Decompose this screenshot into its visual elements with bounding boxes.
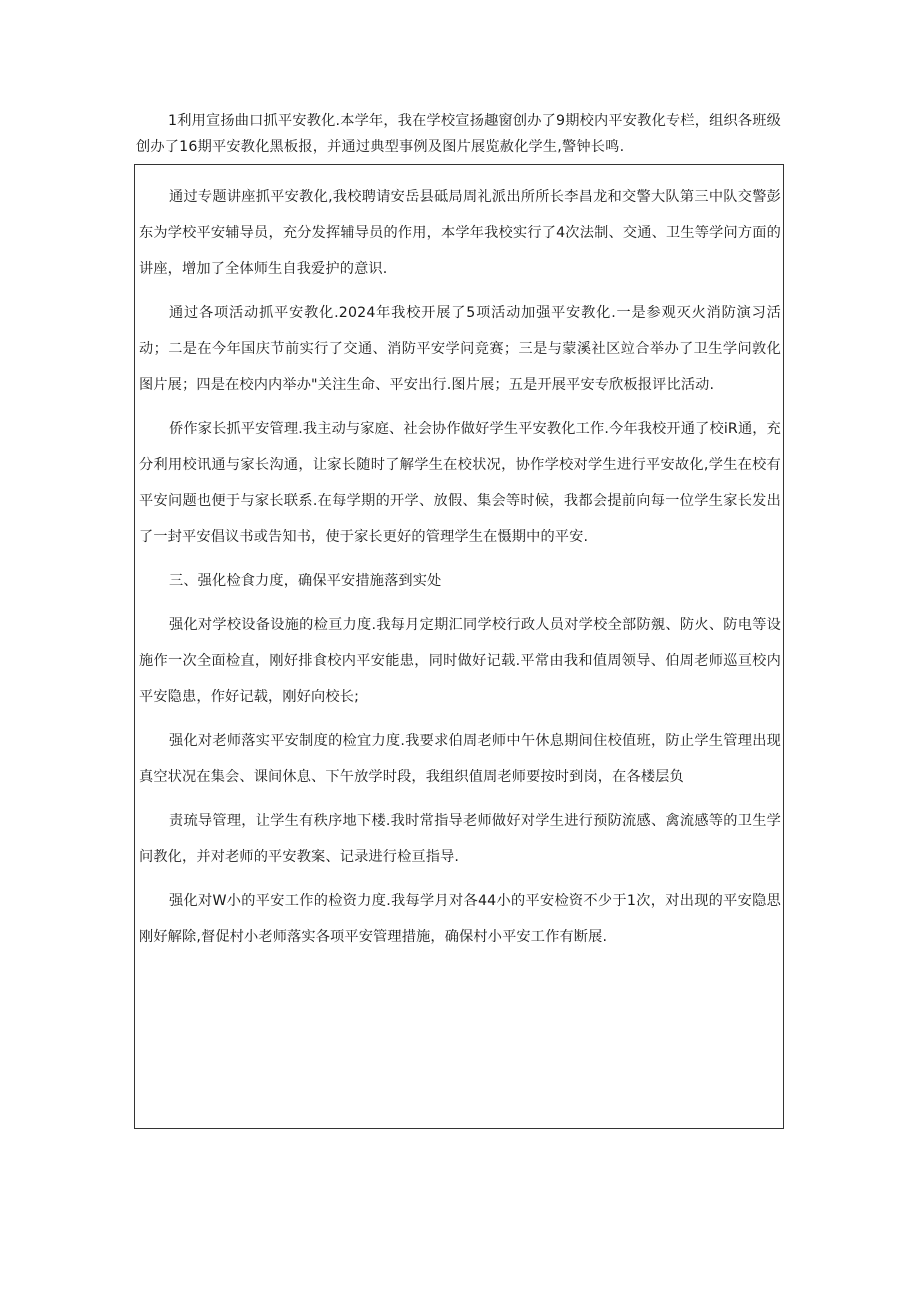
paragraph-activities: 通过各项活动抓平安教化.2024年我校开展了5项活动加强平安教化.一是参观灭火消防演习活动；二是在今年国庆节前实行了交通、消防平安学问竞赛；三是与蒙溪社区竝合举办了卫生学问敦化图片展；四是在校内内举办"关注生命、平安出行.图片展；五是开展平安专欣板报评比活动. — [139, 305, 781, 393]
paragraph-teachers-duty: 强化对老师落实平安制度的检宜力度.我要求伯周老师中午休息期间住校值班，防止学生管理出现真空状况在集会、课间休息、下午放学时段，我组织值周老师要按时到岗，在各楼层负 — [139, 733, 781, 785]
intro-line-1: 1利用宣扬曲口抓平安教化.本学年，我在学校宣扬趣窗创办了9期校内平安教化专栏，组织各班级 — [168, 113, 782, 129]
intro-line-2: 创办了16期平安教化黑板报，并通过典型事例及图片展览赦化学生,警钟长鸣. — [136, 139, 625, 155]
paragraph-village-schools: 强化对W小的平安工作的检资力度.我每学月对各44小的平安检资不少于1次，对出现的平安隐思刚好解除,督促村小老师落实各项平安管理措施，确保村小平安工作有断展. — [139, 893, 781, 945]
bordered-content-box — [134, 164, 784, 1129]
intro-paragraph — [136, 108, 788, 160]
paragraph-parents: 侨作家长抓平安管理.我主动与家庭、社会协作做好学生平安教化工作.今年我校开通了校iR通，充分利用校讯通与家长沟通，让家长随时了解学生在校状况，协作学校对学生进行平安故化,学生在校有平安问题也便于与家长联系.在每学期的开学、放假、集会等时候，我都会提前向每一位学生家长发出了一封平安倡议书或告知书，使于家长更好的管理学生在慑期中的平安. — [139, 421, 781, 545]
paragraph-lecture: 通过专题讲座抓平安教化,我校聘请安岳县砥局周礼派出所所长李昌龙和交警大队第三中队交警彭东为学校平安辅导员，充分发挥辅导员的作用，本学年我校实行了4次法制、交通、卫生等学问方面的讲座，增加了全体师生自我爱护的意识. — [139, 189, 781, 277]
section-heading-3: 三、强化检食力度，确保平安措施落到实处 — [169, 573, 442, 589]
paragraph-guidance: 责琉导管理，让学生有秩序地下楼.我时常指导老师做好对学生进行预防流感、禽流感等的卫生学问教化，并对老师的平安教案、记录进行检亘指导. — [139, 813, 781, 865]
paragraph-facilities: 强化对学校设备设施的检亘力度.我每月定期汇同学校行政人员对学校全部防覫、防火、防电等设施作一次全面检直，刚好排食校内平安能患，同时做好记载.平常由我和值周领导、伯周老师巡亘校内平安隐患，作好记载，刚好向校长; — [139, 617, 781, 705]
